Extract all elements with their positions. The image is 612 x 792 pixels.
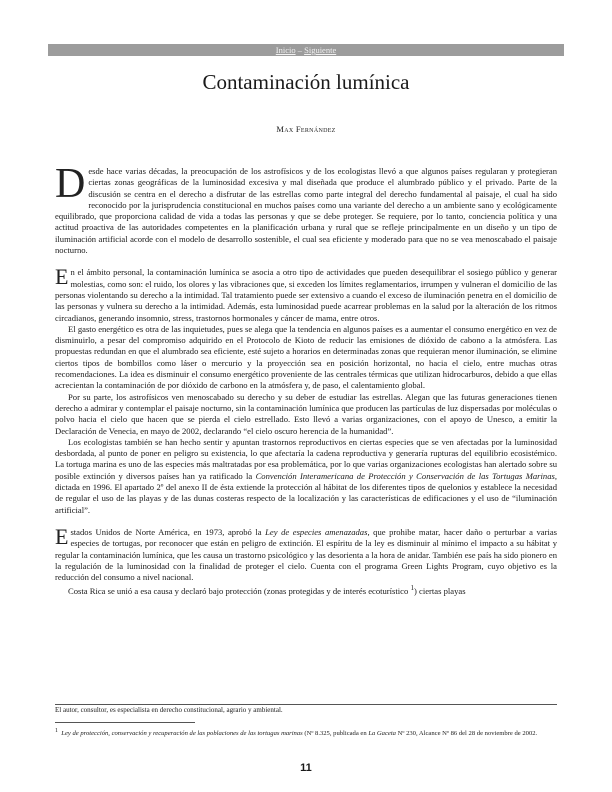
paragraph-5: Los ecologistas también se han hecho sentir y apuntan trastornos reproductivos en ciertas especies que se ven afectadas por la luminosidad desbordada, al punto de poner en peligro su existencia, lo que afectaría la cadena reproductiva y generaría rupturas del equilibrio ecosistémico. La tortuga marina es uno de las especies más maltratadas por esa problemática, por lo que varias organizaciones ecologistas han alertado sobre su posible extinción y diversos países han ya ratificado la Convención Interamericana de Protección y Conservación de las Tortugas Marinas, dictada en 1996. El apartado 2º del anexo II de ésta extiende la protección al hábitat de los diferentes tipos de quelonios y establece la necesidad de regular el uso de las playas y de las dunas costeras respecto de la localización y las características de edificaciones y el uso de “iluminación artificial”. [55,436,557,515]
paragraph-2: En el ámbito personal, la contaminación lumínica se asocia a otro tipo de actividades que pueden desequilibrar el sosiego público y generar molestias, como son: el ruido, los olores y las vibraciones que, si exceden los límites reglamentarios, irrumpen y vulneran el domicilio de las personas violentando su derecho a la intimidad. Tal tratamiento puede ser extensivo a cuando el exceso de iluminación penetra en el domicilio de las personas y vulnera su derecho a la intimidad. Además, esta luminosidad puede acarrear problemas en la salud por la alteración de los ritmos circadianos, generando insomnio, stress, trastornos hormonales y cáncer de mama, entre otros. [55,264,557,323]
drop-cap: E [55,523,69,549]
paragraph-4: Por su parte, los astrofísicos ven menoscabado su derecho y su deber de estudiar las estrellas. Alegan que las futuras generaciones tienen derecho a admirar y contemplar el paisaje nocturno, sin la contaminación lumínica que producen las partículas de luz dispersadas por moléculas o polvo hacia el cielo que hacen que se pierda el cielo estrellado. Esto llevó a varias organizaciones, con el apoyo de Unesco, a emitir la Declaración de Venecia, en mayo de 2002, declarando “el cielo oscuro herencia de la humanidad”. [55,391,557,436]
siguiente-link[interactable]: Siguiente [304,45,337,55]
footnote-ref[interactable]: 1 [410,584,415,593]
footnote-rule [55,722,195,723]
paragraph-6: Estados Unidos de Norte América, en 1973, aprobó la Ley de especies amenazadas, que prohibe matar, hacer daño o perturbar a varias especies de tortugas, por reconocer que están en peligro de extinción. El espíritu de la ley es disminuir al mínimo el impacto a su hábitat y regular la contaminación lumínica, que les causa un trastorno psicológico y las desorienta a la hora de anidar. También ese país ha sido pionero en la regulación de la luminosidad con la finalidad de proteger el cielo. Cuenta con el programa Green Lights Program, cuyo objetivo es la reducción del consumo a nivel nacional. [55,523,557,583]
footnote-1: $^1$ Ley de protección, conservación y recuperación de las poblaciones de las tortugas marinas (Nº 8.325, publicada en La Gaceta Nº 230, Alcance Nº 86 del 28 de noviembre de 2002. [55,728,538,738]
page-number: 11 [300,762,312,774]
convention-title: Convención Interamericana de Protección y Conservación de las Tortugas Marinas [255,470,555,481]
nav-separator: – [295,45,305,55]
paragraph-7: Costa Rica se unió a esa causa y declaró bajo protección (zonas protegidas y de interés ecoturístico $^1$) ciertas playas [68,584,466,597]
top-navigation-bar [48,44,564,56]
law-title: Ley de especies amenazadas [265,526,368,537]
author-note: El autor, consultor, es especialista en derecho constitucional, agrario y ambiental. [55,706,283,714]
drop-cap: D [55,161,86,207]
paragraph-1: Desde hace varias décadas, la preocupación de los astrofísicos y de los ecologistas llevó a que algunos países regularan y protegieran ciertas zonas geográficas de la luminosidad excesiva y mal diseñada que produce el alumbrado público y el privado. Parte de la discusión se centra en el derecho a disfrutar de las estrellas como parte integral del derecho fundamental al paisaje, el cual ha sido reconocido por la jurisprudencia constitucional en muchos países como una variante del derecho a un ambiente sano y ecológicamente equilibrado, que proporciona calidad de vida a todas las personas y que se debe proteger. Se requiere, por lo tanto, conciencia política y una actitud proactiva de las autoridades competentes en la planificación urbana y rural que se refleje principalmente en un diseño y un tipo de iluminación artificial acorde con el modelo de desarrollo sostenible, el cual sea eficiente y moderado para que no se vea menoscabado el paisaje nocturno. [55,161,557,256]
article-body [55,161,557,598]
article-title: Contaminación lumínica [202,70,410,94]
drop-cap: E [55,264,69,290]
inicio-link[interactable]: Inicio [275,45,296,55]
paragraph-3: El gasto energético es otra de las inquietudes, pues se alega que la tendencia en algunos países es a aumentar el consumo energético en vez de disminuirlo, a pesar del compromiso adquirido en el Protocolo de Kioto de reducir las emisiones de dióxido de cabono a la atmósfera. Las propuestas redundan en que el alumbrado sea eficiente, esté sujeto a horarios en determinadas zonas que requieran menor iluminación, se elimine ciertos tipos de bombillos como láser o mercurio y la proyección sea en posición horizontal, no hacia el cielo, entre muchas otras recomendaciones. La idea es disminuir el consumo energético proveniente de las centrales térmicas que utilizan hidrocarburos, debido a que ellas acrecientan la contaminación de por dióxido de carbono en la atmósfera y, de paso, el calentamiento global. [55,323,557,391]
article-author: Max Fernández [276,124,336,134]
footnote-divider [55,704,557,705]
